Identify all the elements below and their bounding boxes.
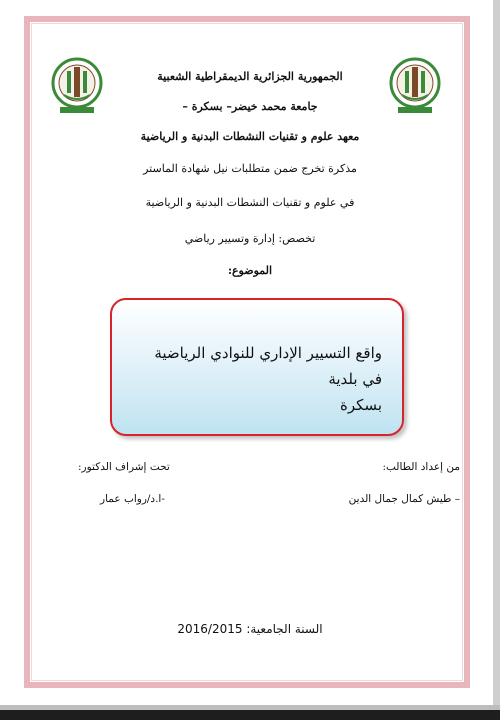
student-name: – طيش كمال جمال الدين xyxy=(348,493,460,505)
thesis-title-line2: بسكرة xyxy=(340,396,382,414)
supervisor-label: تحت إشراف الدكتور: xyxy=(78,461,170,473)
thesis-title xyxy=(132,340,382,418)
country-name: الجمهورية الجزائرية الديمقراطية الشعبية xyxy=(157,70,343,83)
specialty: تخصص: إدارة وتسيير رياضي xyxy=(184,232,316,245)
thesis-title-line1: واقع التسيير الإداري للنوادي الرياضية في بلدية xyxy=(154,344,382,388)
thesis-title-box xyxy=(110,298,404,436)
student-label: من إعداد الطالب: xyxy=(382,461,460,473)
bottom-strip xyxy=(0,710,500,720)
university-name: جامعة محمد خيضر– بسكرة – xyxy=(182,100,318,113)
page-shadow-right xyxy=(493,0,500,720)
supervisor-name: -ا.د/رواب عمار xyxy=(100,493,165,505)
institute-name: معهد علوم و تقنيات النشطات البدنية و الرياضية xyxy=(140,130,360,143)
subject-label: الموضوع: xyxy=(227,264,273,277)
thesis-field: في علوم و تقنيات النشطات البدنية و الرياضية xyxy=(145,196,355,209)
thesis-purpose: مذكرة تخرج ضمن متطلبات نيل شهادة الماستر xyxy=(143,162,357,175)
academic-year: السنة الجامعية: 2016/2015 xyxy=(177,622,323,636)
